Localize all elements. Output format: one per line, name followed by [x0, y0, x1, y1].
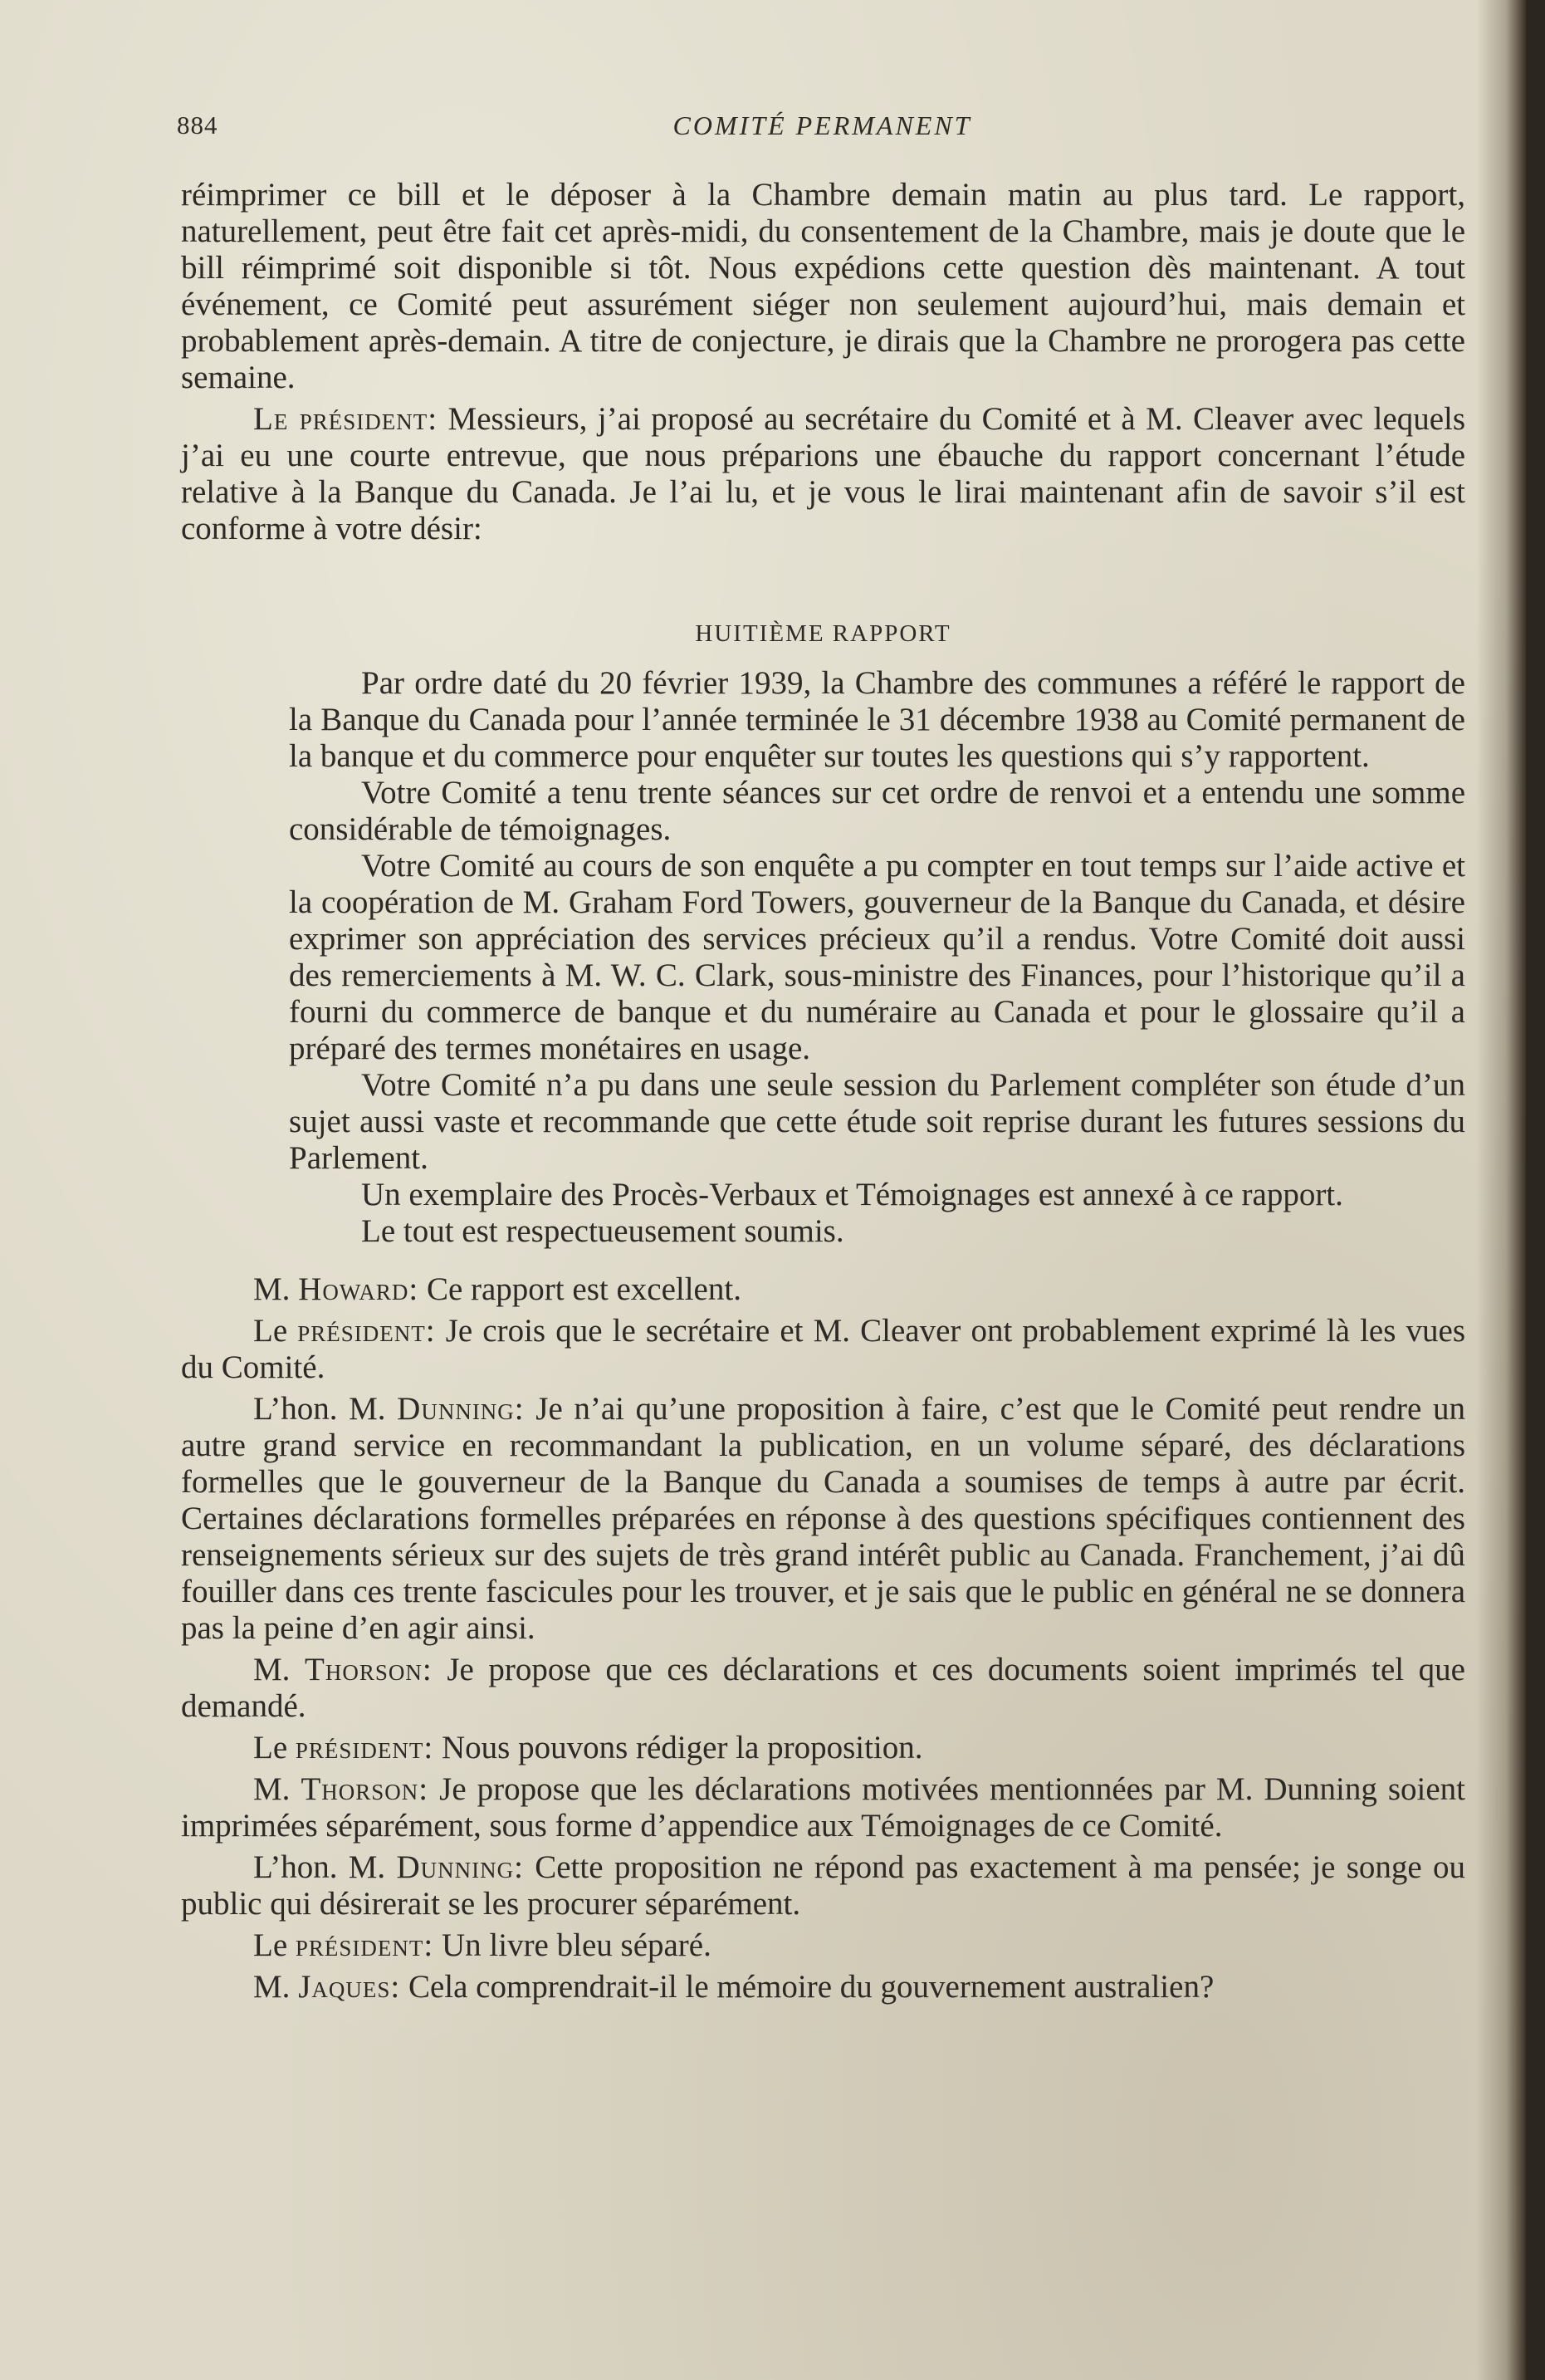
report-paragraph: Par ordre daté du 20 février 1939, la Chambre des communes a référé le rapport de la Banque du Canada pour l’année terminée le 31 décembre 1938 au Comité permanent de la banque et du commerce pour enquêter sur toutes les questions qui s’y rapportent. [289, 665, 1465, 774]
speaker-name: président: [297, 1313, 436, 1349]
speaker-prefix: Le [253, 1730, 288, 1765]
speaker-name: Thorson: [305, 1652, 433, 1687]
speaker-prefix: Le [253, 1313, 288, 1349]
dialogue-text: Je crois que le secrétaire et M. Cleaver ont probablement exprimé là les vues du Comité. [181, 1313, 1466, 1385]
dialogue-text: Un livre bleu séparé. [441, 1927, 711, 1963]
page-body [181, 177, 1465, 2010]
dialogue-text: Je n’ai qu’une proposition à faire, c’est que le Comité peut rendre un autre grand service en recommandant la publication, en un volume séparé, des déclarations formelles que le gouverneur de la Banque du Canada a soumises de temps à autre par écrit. Certaines déclarations formelles préparées en réponse à des questions spécifiques contiennent des renseignements sérieux sur des sujets de très grand intérêt public au Canada. Franchement, j’ai dû fouiller dans ces trente fascicules pour les trouver, et je sais que le public en général ne se donnera pas la peine d’en agir ainsi. [181, 1391, 1465, 1646]
dialogue-text: Je propose que ces déclarations et ces documents soient imprimés tel que demandé. [181, 1652, 1465, 1724]
speaker-name: Dunning: [397, 1391, 525, 1427]
dialogue-text: Cette proposition ne répond pas exactement à ma pensée; je songe ou public qui désirerait se les procurer séparément. [181, 1849, 1465, 1922]
report-paragraph: Un exemplaire des Procès-Verbaux et Témoignages est annexé à ce rapport. [361, 1177, 1343, 1212]
dialogue-entry [181, 1391, 1465, 1647]
running-title: COMITÉ PERMANENT [672, 110, 972, 140]
speaker-prefix: M. [253, 1969, 291, 2005]
dialogue-entry [181, 1652, 1465, 1725]
speaker-name: Le président: [253, 401, 438, 437]
speaker-prefix: Le [253, 1927, 288, 1963]
dialogue-text: Cela comprendrait-il le mémoire du gouvernement australien? [408, 1969, 1215, 2005]
page-header [177, 110, 1468, 152]
dialogue-entry [181, 1730, 1465, 1766]
speaker-prefix: L’hon. M. [253, 1391, 386, 1427]
report-paragraph: Le tout est respectueusement soumis. [361, 1213, 844, 1249]
page-number: 884 [177, 110, 218, 140]
speaker-prefix: M. [253, 1652, 291, 1687]
dialogue-entry [181, 1771, 1465, 1844]
speaker-prefix: M. [253, 1771, 291, 1807]
dialogue-entry [181, 1849, 1465, 1922]
page-edge-shadow [1476, 0, 1526, 2380]
chairman-remark [181, 401, 1465, 547]
speaker-name: président: [295, 1927, 434, 1963]
dialogue-text: Je propose que les déclarations motivées mentionnées par M. Dunning soient imprimées séparément, sous forme d’appendice aux Témoignages de ce Comité. [181, 1771, 1466, 1844]
speaker-name: Jaques: [298, 1969, 401, 2005]
dialogue-entry [181, 1313, 1465, 1386]
speaker-name: Howard: [298, 1271, 419, 1307]
report-paragraph: Votre Comité n’a pu dans une seule session du Parlement compléter son étude d’un sujet aussi vaste et recommande que cette étude soit reprise durant les futures sessions du Parlement. [289, 1067, 1465, 1176]
speaker-name: président: [295, 1730, 434, 1765]
dialogue-entry [181, 1271, 1465, 1308]
intro-paragraph: réimprimer ce bill et le déposer à la Chambre demain matin au plus tard. Le rapport, naturellement, peut être fait cet après-midi, du consentement de la Chambre, mais je doute que le bill réimprimé soit disponible si tôt. Nous expédions cette question dès maintenant. A tout événement, ce Comité peut assurément siéger non seulement aujourd’hui, mais demain et probablement après-demain. A titre de conjecture, je dirais que la Chambre ne prorogera pas cette semaine. [181, 177, 1465, 395]
speaker-prefix: M. [253, 1271, 291, 1307]
dialogue-text: Nous pouvons rédiger la proposition. [441, 1730, 923, 1765]
dialogue-entry [181, 1969, 1465, 2005]
speaker-name: Thorson: [301, 1771, 429, 1807]
speaker-prefix: L’hon. M. [253, 1849, 386, 1885]
dialogue-entry [181, 1927, 1465, 1964]
report-paragraph: Votre Comité a tenu trente séances sur cet ordre de renvoi et a entendu une somme considérable de témoignages. [289, 775, 1465, 847]
report-text [289, 665, 1465, 1250]
report-paragraph: Votre Comité au cours de son enquête a pu compter en tout temps sur l’aide active et la coopération de M. Graham Ford Towers, gouverneur de la Banque du Canada, et désire exprimer son appréciation des services précieux qu’il a rendus. Votre Comité doit aussi des remerciements à M. W. C. Clark, sous-ministre des Finances, pour l’historique qu’il a fourni du commerce de banque et du numéraire au Canada et pour le glossaire qu’il a préparé des termes monétaires en usage. [289, 848, 1465, 1066]
dialogue-text: Ce rapport est excellent. [426, 1271, 741, 1307]
report-title: HUITIÈME RAPPORT [695, 620, 951, 647]
remark-text: Messieurs, j’ai proposé au secrétaire du Comité et à M. Cleaver avec lequels j’ai eu une courte entrevue, que nous préparions une ébauche du rapport concernant l’étude relative à la Banque du Canada. Je l’ai lu, et je vous le lirai maintenant afin de savoir s’il est conforme à votre désir: [181, 401, 1466, 546]
speaker-name: Dunning: [396, 1849, 524, 1885]
